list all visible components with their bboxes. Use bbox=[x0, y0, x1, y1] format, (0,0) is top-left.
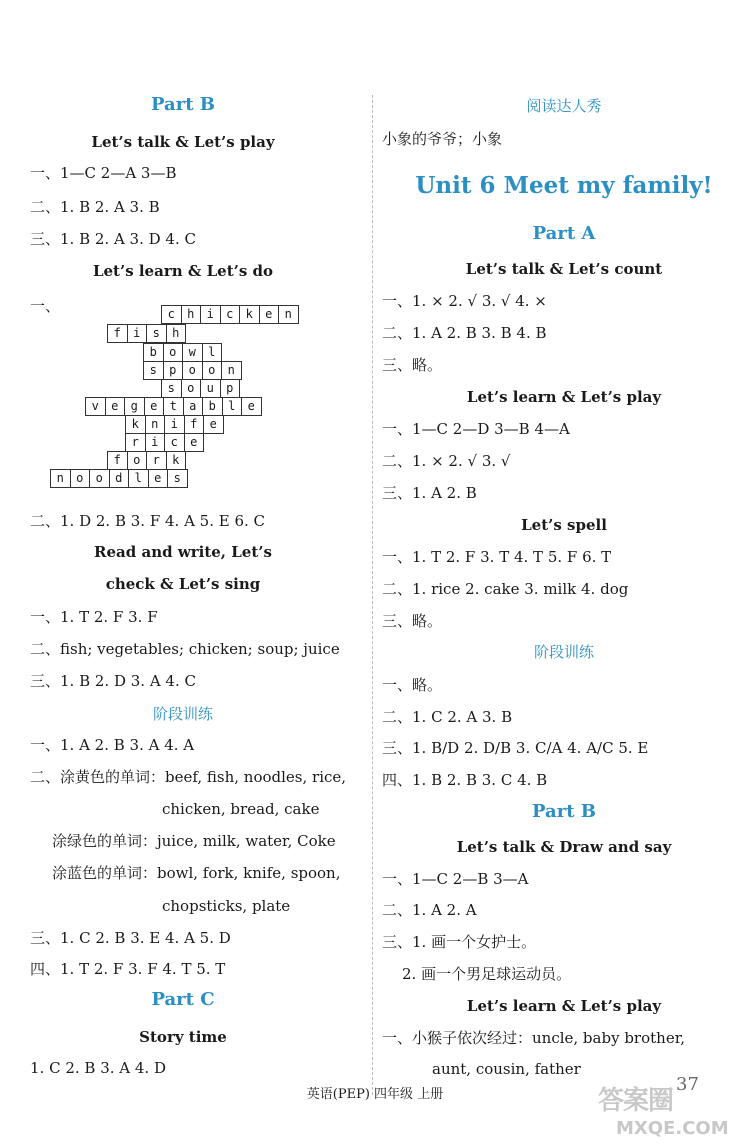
page-number: 37 bbox=[676, 1074, 699, 1095]
answer-line: 小象的爷爷；小象 bbox=[382, 130, 503, 148]
crossword-cell: o bbox=[182, 361, 203, 380]
learn-play-heading: Let’s learn & Let’s play bbox=[466, 388, 662, 406]
answer-line: 二、1. B 2. A 3. B bbox=[30, 198, 160, 216]
talk-count-heading: Let’s talk & Let’s count bbox=[465, 260, 663, 278]
crossword-row bbox=[144, 343, 222, 362]
crossword-cell: l bbox=[202, 343, 223, 362]
crossword-cell: b bbox=[143, 343, 164, 362]
answer-line: 2. 画一个男足球运动员。 bbox=[402, 965, 572, 983]
answer-line: 二、1. A 2. A bbox=[382, 901, 477, 919]
crossword-cell: f bbox=[107, 324, 128, 343]
crossword-label: 一、 bbox=[30, 297, 61, 315]
crossword-cell: e bbox=[105, 397, 126, 416]
crossword-cell: v bbox=[85, 397, 106, 416]
crossword-cell: o bbox=[181, 379, 202, 398]
answer-line: 四、1. B 2. B 3. C 4. B bbox=[382, 771, 548, 789]
answer-line: 三、1. B 2. D 3. A 4. C bbox=[30, 672, 196, 690]
left-stage-heading: 阶段训练 bbox=[152, 705, 213, 723]
answer-line: chopsticks, plate bbox=[162, 897, 291, 915]
answer-line: 三、1. C 2. B 3. E 4. A 5. D bbox=[30, 929, 231, 947]
crossword-row bbox=[51, 469, 188, 488]
answer-line: 二、涂黄色的单词：beef, fish, noodles, rice, bbox=[30, 768, 347, 786]
answer-line: 涂蓝色的单词：bowl, fork, knife, spoon, bbox=[52, 864, 341, 882]
crossword-row bbox=[86, 397, 262, 416]
unit-title: Unit 6 Meet my family! bbox=[415, 172, 713, 199]
crossword-cell: s bbox=[161, 379, 182, 398]
answer-line: 二、1. rice 2. cake 3. milk 4. dog bbox=[382, 580, 629, 598]
crossword-cell: n bbox=[221, 361, 242, 380]
crossword-cell: r bbox=[146, 451, 167, 470]
talk-draw-heading: Let’s talk & Draw and say bbox=[456, 838, 672, 856]
crossword-cell: h bbox=[181, 305, 202, 324]
answer-line: 一、1—C 2—B 3—A bbox=[382, 870, 529, 888]
crossword-cell: e bbox=[259, 305, 280, 324]
crossword-cell: i bbox=[145, 433, 166, 452]
crossword-cell: l bbox=[128, 469, 149, 488]
answer-line: 一、小猴子依次经过：uncle, baby brother, bbox=[382, 1029, 685, 1047]
part-c-heading: Part C bbox=[151, 989, 215, 1010]
crossword-cell: i bbox=[200, 305, 221, 324]
crossword-cell: e bbox=[148, 469, 169, 488]
crossword-cell: h bbox=[166, 324, 187, 343]
answer-line: 一、1—C 2—D 3—B 4—A bbox=[382, 420, 570, 438]
answer-line: 二、1. × 2. √ 3. √ bbox=[382, 452, 511, 470]
crossword-cell: t bbox=[163, 397, 184, 416]
answer-line: 三、1. B 2. A 3. D 4. C bbox=[30, 230, 196, 248]
answer-line: 三、1. A 2. B bbox=[382, 484, 477, 502]
crossword-cell: a bbox=[183, 397, 204, 416]
crossword-cell: e bbox=[184, 433, 205, 452]
answer-line: 一、1—C 2—A 3—B bbox=[30, 164, 177, 182]
answer-line: 三、1. B/D 2. D/B 3. C/A 4. A/C 5. E bbox=[382, 739, 649, 757]
crossword-cell: w bbox=[182, 343, 203, 362]
crossword-cell: k bbox=[166, 451, 187, 470]
crossword-cell: n bbox=[50, 469, 71, 488]
crossword-cell: p bbox=[220, 379, 241, 398]
answer-line: 二、fish; vegetables; chicken; soup; juice bbox=[30, 640, 340, 658]
crossword-cell: l bbox=[222, 397, 243, 416]
crossword-cell: r bbox=[125, 433, 146, 452]
crossword-cell: o bbox=[202, 361, 223, 380]
crossword-cell: e bbox=[144, 397, 165, 416]
column-divider bbox=[372, 95, 373, 1095]
crossword-row bbox=[162, 305, 299, 324]
crossword-cell: s bbox=[143, 361, 164, 380]
crossword-row bbox=[126, 415, 224, 434]
answer-line: 二、1. D 2. B 3. F 4. A 5. E 6. C bbox=[30, 512, 266, 530]
part-a-heading: Part A bbox=[532, 223, 596, 244]
crossword-cell: u bbox=[200, 379, 221, 398]
crossword-cell: k bbox=[125, 415, 146, 434]
answer-line: 涂绿色的单词：juice, milk, water, Coke bbox=[52, 832, 336, 850]
answer-line: 三、略。 bbox=[382, 356, 443, 374]
watermark-url: MXQE.COM bbox=[616, 1118, 729, 1139]
crossword-cell: g bbox=[124, 397, 145, 416]
crossword-row bbox=[126, 433, 204, 452]
watermark-logo: 答案圈 bbox=[598, 1086, 674, 1116]
crossword-cell: b bbox=[202, 397, 223, 416]
right-part-b-heading: Part B bbox=[532, 801, 596, 822]
read-write-heading-1: Read and write, Let’s bbox=[94, 543, 272, 561]
crossword-cell: p bbox=[163, 361, 184, 380]
crossword-cell: s bbox=[167, 469, 188, 488]
learn-play-heading-2: Let’s learn & Let’s play bbox=[466, 997, 662, 1015]
crossword-cell: c bbox=[220, 305, 241, 324]
crossword-cell: c bbox=[164, 433, 185, 452]
answer-line: 四、1. T 2. F 3. F 4. T 5. T bbox=[30, 960, 226, 978]
crossword-cell: n bbox=[278, 305, 299, 324]
crossword-cell: o bbox=[70, 469, 91, 488]
answer-line: 三、1. 画一个女护士。 bbox=[382, 933, 537, 951]
crossword-cell: f bbox=[107, 451, 128, 470]
answer-line: aunt, cousin, father bbox=[432, 1060, 581, 1078]
crossword-cell: o bbox=[163, 343, 184, 362]
crossword-cell: e bbox=[241, 397, 262, 416]
answer-line: 1. C 2. B 3. A 4. D bbox=[30, 1059, 166, 1077]
reading-heading: 阅读达人秀 bbox=[526, 97, 602, 115]
page-footer: 英语(PEP) 四年级 上册 bbox=[306, 1087, 444, 1102]
right-stage-heading: 阶段训练 bbox=[533, 643, 594, 661]
read-write-heading-2: check & Let’s sing bbox=[105, 575, 261, 593]
talk-play-heading: Let’s talk & Let’s play bbox=[91, 133, 275, 151]
crossword-cell: k bbox=[239, 305, 260, 324]
answer-line: 二、1. A 2. B 3. B 4. B bbox=[382, 324, 547, 342]
crossword-cell: c bbox=[161, 305, 182, 324]
answer-line: 一、1. T 2. F 3. F bbox=[30, 608, 158, 626]
answer-line: 二、1. C 2. A 3. B bbox=[382, 708, 513, 726]
crossword-cell: i bbox=[164, 415, 185, 434]
crossword-row bbox=[162, 379, 240, 398]
learn-do-heading: Let’s learn & Let’s do bbox=[92, 262, 274, 280]
crossword-row bbox=[108, 324, 186, 343]
crossword-row bbox=[108, 451, 186, 470]
crossword-cell: e bbox=[203, 415, 224, 434]
crossword-cell: d bbox=[109, 469, 130, 488]
spell-heading: Let’s spell bbox=[521, 516, 607, 534]
crossword-cell: i bbox=[127, 324, 148, 343]
crossword-row bbox=[144, 361, 242, 380]
crossword-cell: n bbox=[145, 415, 166, 434]
answer-line: 一、略。 bbox=[382, 676, 443, 694]
answer-line: 三、略。 bbox=[382, 612, 443, 630]
crossword-cell: s bbox=[146, 324, 167, 343]
left-part-b-heading: Part B bbox=[151, 94, 215, 115]
answer-line: chicken, bread, cake bbox=[162, 800, 320, 818]
crossword-cell: f bbox=[184, 415, 205, 434]
answer-line: 一、1. A 2. B 3. A 4. A bbox=[30, 736, 195, 754]
answer-line: 一、1. × 2. √ 3. √ 4. × bbox=[382, 292, 547, 310]
crossword-cell: o bbox=[89, 469, 110, 488]
story-time-heading: Story time bbox=[139, 1028, 227, 1046]
crossword-cell: o bbox=[127, 451, 148, 470]
answer-line: 一、1. T 2. F 3. T 4. T 5. F 6. T bbox=[382, 548, 612, 566]
